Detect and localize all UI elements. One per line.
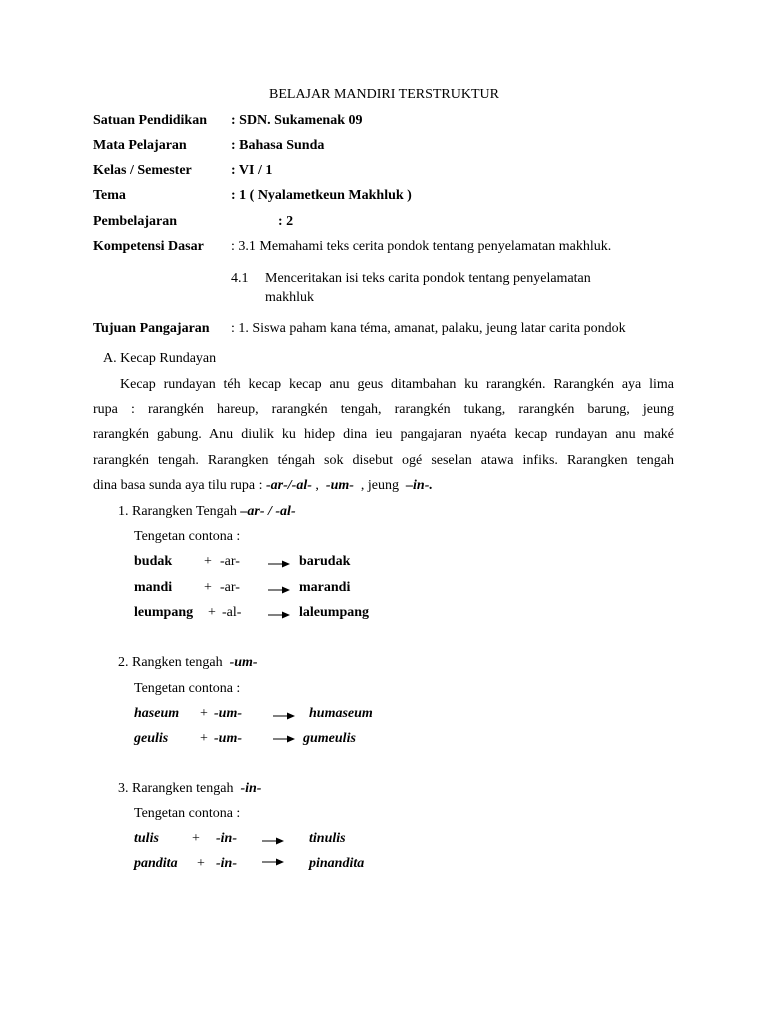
item-2-heading-affix: -um- [229, 655, 258, 670]
example-affix: -um- [214, 706, 242, 721]
paragraph-line [93, 473, 674, 498]
paragraph-line: rarangkén tengah. Rarangken téngah sok disebut ogé seselan atawa infiks. Rarangken tengah [93, 452, 674, 468]
arrow-icon [273, 734, 295, 744]
item-1-heading-text: 1. Rarangken Tengah [118, 504, 241, 519]
label-mata-pelajaran: Mata Pelajaran [93, 138, 187, 153]
paragraph-line: rarangkén gabung. Anu diulik ku hidep dina ieu pangajaran nyaéta kecap rundayan anu maké [93, 427, 674, 443]
affix-in: –in-. [406, 477, 433, 493]
arrow-icon [268, 559, 290, 569]
paragraph-line-text: dina basa sunda aya tilu rupa : [93, 477, 267, 493]
example-result: laleumpang [299, 605, 370, 620]
label-satuan-pendidikan: Satuan Pendidikan [93, 113, 207, 128]
item-2-heading [118, 655, 258, 671]
arrow-icon [262, 857, 284, 867]
separator: , jeung [353, 477, 407, 493]
paragraph-line: Kecap rundayan téh kecap kecap anu geus ditambahan ku rarangkén. Rarangkén aya lima [120, 377, 674, 392]
example-plus: + [197, 856, 205, 871]
item-3-heading-affix: -in- [240, 781, 262, 796]
example-base: budak [134, 554, 173, 569]
arrow-icon [273, 711, 295, 721]
item-1-heading-affix: –ar- / -al- [240, 504, 296, 519]
arrow-icon [268, 585, 290, 595]
affix-um: -um- [325, 477, 354, 493]
example-result: gumeulis [303, 731, 356, 746]
example-plus: + [208, 605, 216, 620]
label-tujuan-pangajaran: Tujuan Pangajaran [93, 321, 210, 336]
item-3-sub: Tengetan contona : [134, 806, 241, 821]
value-tujuan-pangajaran: : 1. Siswa paham kana téma, amanat, palaku, jeung latar carita pondok [231, 321, 626, 336]
example-base: geulis [134, 731, 169, 746]
item-1-heading [118, 504, 296, 520]
item-2-heading-text: 2. Rangken tengah [118, 655, 230, 670]
example-base: haseum [134, 706, 180, 721]
affix-ar-al: -ar-/-al- [266, 477, 312, 493]
item-2-sub: Tengetan contona : [134, 681, 241, 696]
label-kompetensi-dasar: Kompetensi Dasar [93, 239, 204, 254]
label-kelas-semester: Kelas / Semester [93, 163, 192, 178]
value-satuan-pendidikan: : SDN. Sukamenak 09 [231, 113, 363, 128]
example-base: mandi [134, 580, 173, 595]
value-kelas-semester: : VI / 1 [231, 163, 273, 178]
value-pembelajaran: : 2 [278, 214, 294, 229]
example-base: tulis [134, 831, 159, 846]
example-plus: + [200, 706, 208, 721]
example-plus: + [204, 554, 212, 569]
value-kompetensi-dasar: : 3.1 Memahami teks cerita pondok tentang penyelamatan makhluk. [231, 239, 612, 254]
example-affix: -in- [216, 831, 237, 846]
value-tema: : 1 ( Nyalametkeun Makhluk ) [231, 188, 412, 203]
item-1-sub: Tengetan contona : [134, 529, 241, 544]
example-result: barudak [299, 554, 351, 569]
example-plus: + [204, 580, 212, 595]
example-affix: -ar- [220, 554, 240, 569]
example-result: marandi [299, 580, 351, 595]
example-base: pandita [134, 856, 178, 871]
kd-4-1-line2: makhluk [265, 290, 314, 305]
example-affix: -ar- [220, 580, 240, 595]
label-pembelajaran: Pembelajaran [93, 214, 177, 229]
item-3-heading-text: 3. Rarangken tengah [118, 781, 241, 796]
example-affix: -um- [214, 731, 242, 746]
paragraph-line: rupa : rarangkén hareup, rarangkén tengah, rarangkén tukang, rarangkén barung, jeung [93, 402, 674, 418]
arrow-icon [268, 610, 290, 620]
kd-4-1-line1: Menceritakan isi teks carita pondok tentang penyelamatan [265, 271, 591, 286]
example-plus: + [200, 731, 208, 746]
arrow-icon [262, 836, 284, 846]
kd-4-1-number: 4.1 [231, 271, 249, 286]
section-a-heading: A. Kecap Rundayan [103, 351, 217, 366]
example-affix: -in- [216, 856, 237, 871]
example-affix: -al- [222, 605, 242, 620]
item-3-heading [118, 781, 261, 797]
example-result: humaseum [309, 706, 373, 721]
separator: , [311, 477, 326, 493]
example-result: tinulis [309, 831, 346, 846]
value-mata-pelajaran: : Bahasa Sunda [231, 138, 325, 153]
document-title: BELAJAR MANDIRI TERSTRUKTUR [269, 87, 499, 102]
example-base: leumpang [134, 605, 194, 620]
example-plus: + [192, 831, 200, 846]
example-result: pinandita [309, 856, 365, 871]
label-tema: Tema [93, 188, 126, 203]
section-a-paragraph [93, 372, 674, 498]
